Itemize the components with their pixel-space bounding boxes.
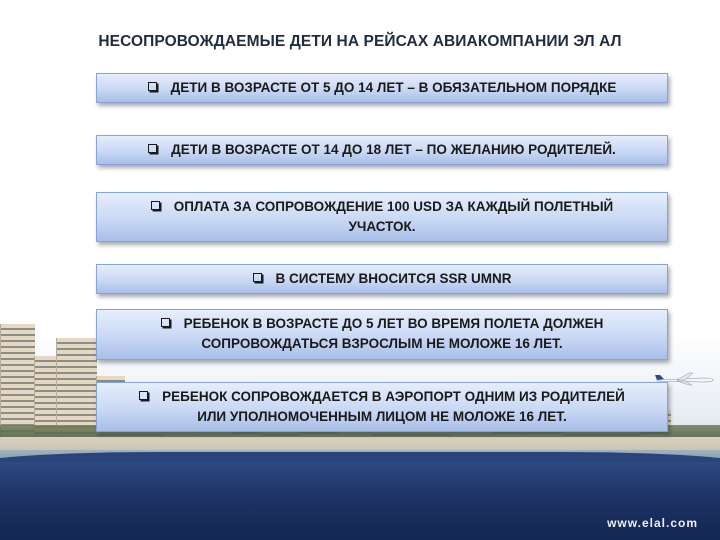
- bullet-text-line2: СОПРОВОЖДАТЬСЯ ВЗРОСЛЫМ НЕ МОЛОЖЕ 16 ЛЕТ.: [201, 336, 563, 351]
- bullet-box-1: [96, 73, 668, 103]
- bullet-text: РЕБЕНОК СОПРОВОЖДАЕТСЯ В АЭРОПОРТ ОДНИМ ИЗ РОДИТЕЛЕЙ: [162, 389, 625, 404]
- footer-url[interactable]: www.elal.com: [607, 516, 698, 530]
- bullet-text: ОПЛАТА ЗА СОПРОВОЖДЕНИЕ 100 USD ЗА КАЖДЫЙ ПОЛЕТНЫЙ: [173, 199, 614, 214]
- bullet-text: РЕБЕНОК В ВОЗРАСТЕ ДО 5 ЛЕТ ВО ВРЕМЯ ПОЛЕТА ДОЛЖЕН: [183, 316, 604, 331]
- checkbox-bullet-icon: [148, 144, 157, 153]
- bullet-box-5: [96, 309, 668, 360]
- bullet-text-line2: УЧАСТОК.: [348, 219, 416, 234]
- bullet-text: ДЕТИ В ВОЗРАСТЕ ОТ 5 ДО 14 ЛЕТ – В ОБЯЗАТЕЛЬНОМ ПОРЯДКЕ: [170, 80, 617, 95]
- bullet-box-3: [96, 192, 668, 242]
- bullet-text: ДЕТИ В ВОЗРАСТЕ ОТ 14 ДО 18 ЛЕТ – ПО ЖЕЛАНИЮ РОДИТЕЛЕЙ.: [171, 142, 616, 157]
- bullet-text: В СИСТЕМУ ВНОСИТСЯ SSR UMNR: [275, 271, 512, 286]
- slide-title: НЕСОПРОВОЖДАЕМЫЕ ДЕТИ НА РЕЙСАХ АВИАКОМПАНИИ ЭЛ АЛ: [98, 33, 622, 50]
- checkbox-bullet-icon: [148, 82, 157, 91]
- checkbox-bullet-icon: [253, 273, 262, 282]
- checkbox-bullet-icon: [161, 318, 170, 327]
- bullet-text-line2: ИЛИ УПОЛНОМОЧЕННЫМ ЛИЦОМ НЕ МОЛОЖЕ 16 ЛЕТ.: [197, 409, 567, 424]
- background-beach: [0, 437, 720, 451]
- checkbox-bullet-icon: [139, 391, 148, 400]
- checkbox-bullet-icon: [151, 201, 160, 210]
- bullet-box-2: [96, 135, 668, 165]
- bullet-box-6: [96, 382, 668, 432]
- bullet-box-4: [96, 264, 668, 294]
